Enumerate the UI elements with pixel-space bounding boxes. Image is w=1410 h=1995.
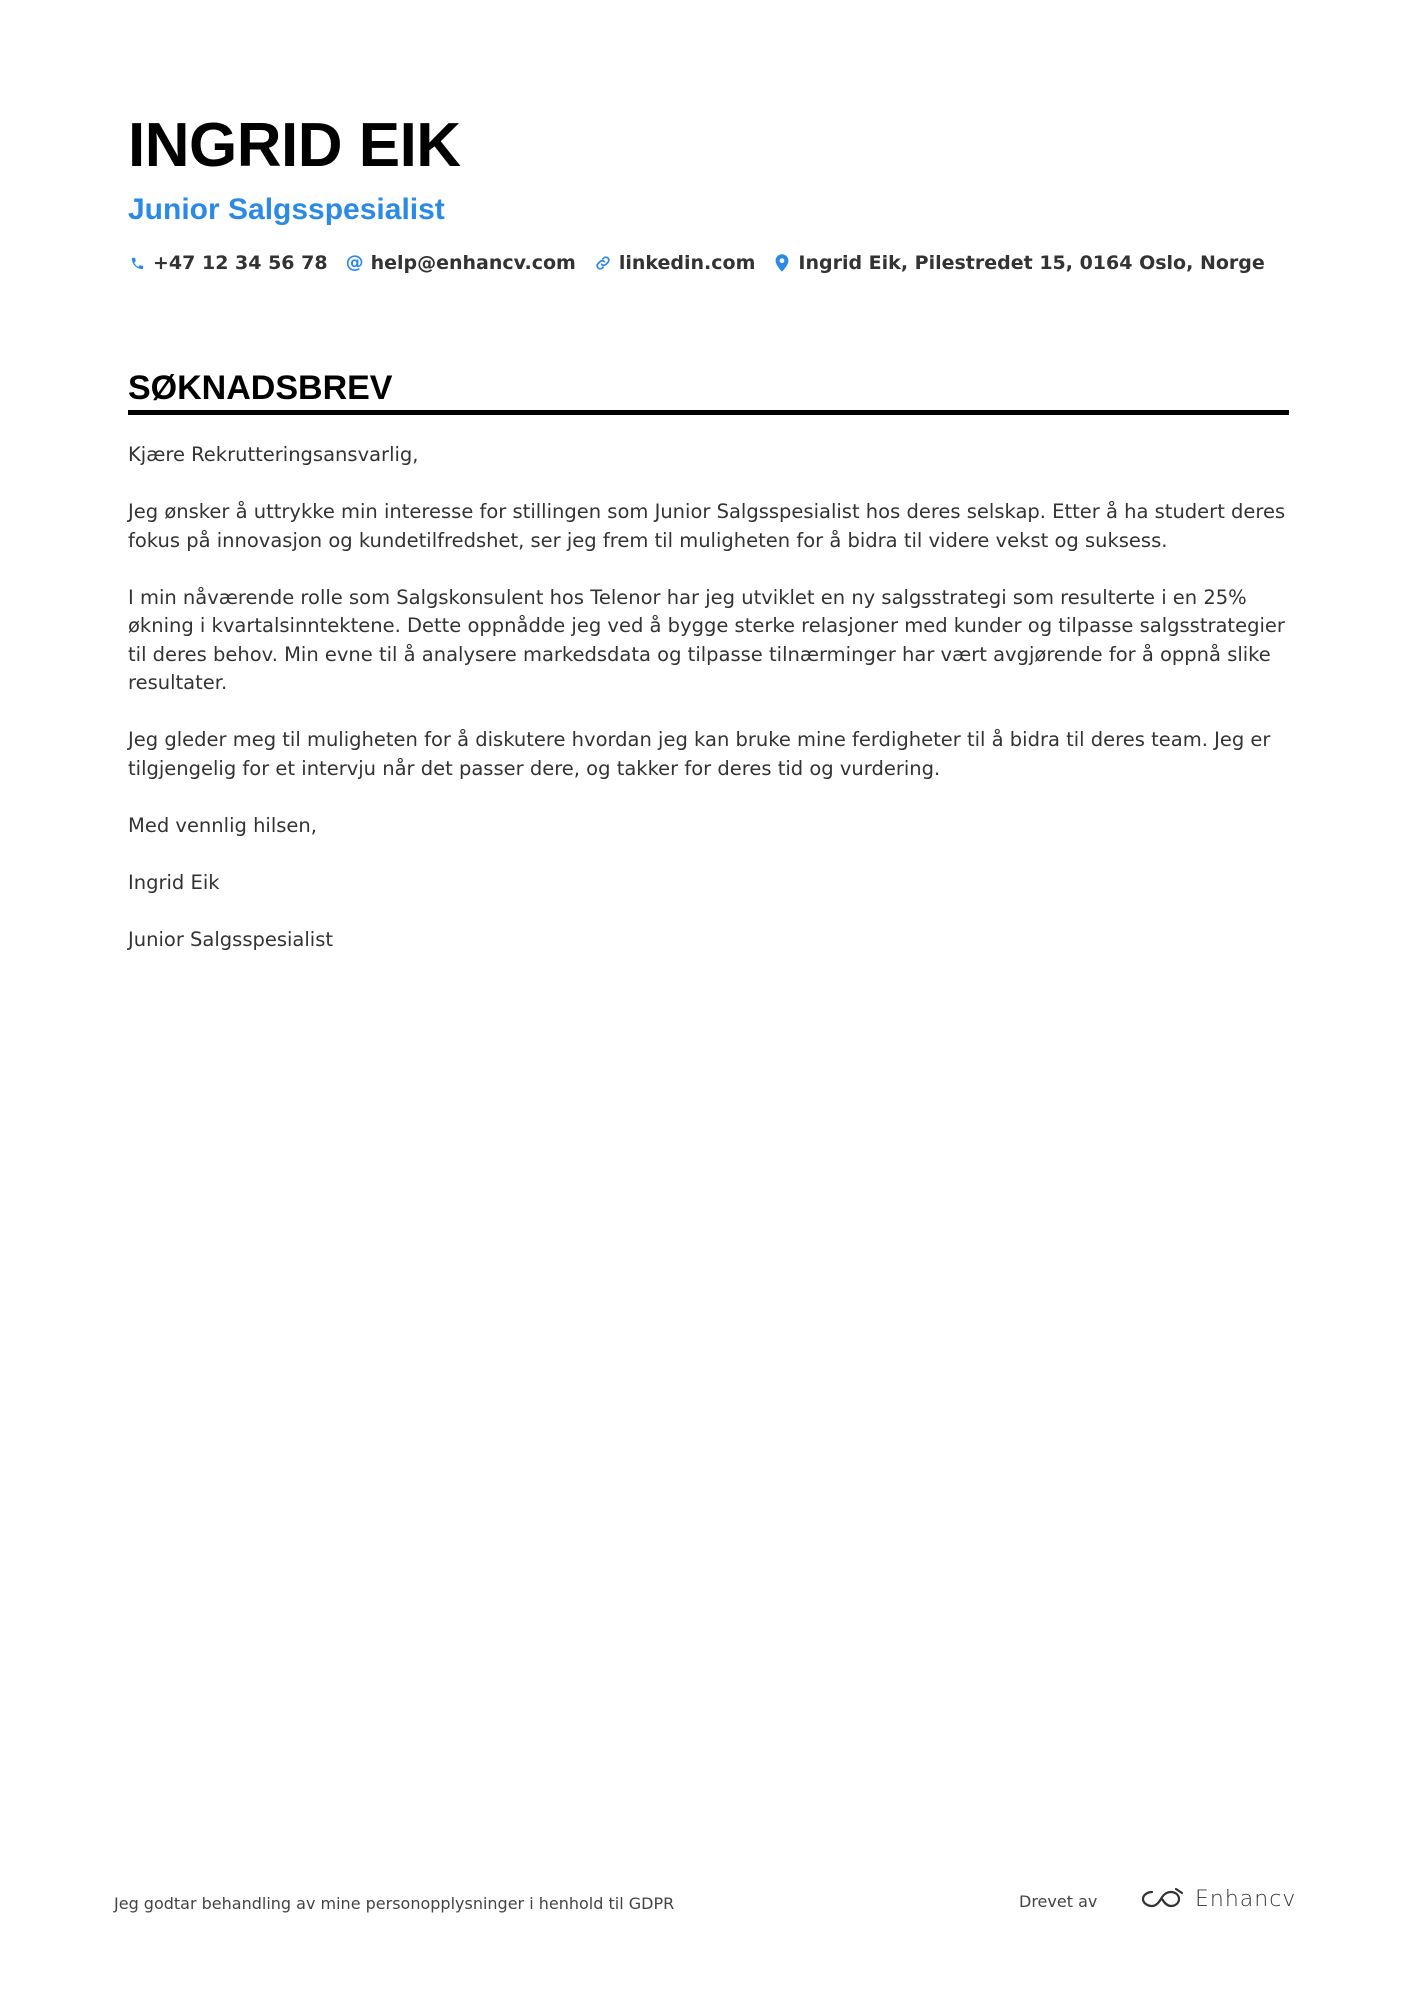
letter-body [128, 441, 1289, 983]
linkedin-text[interactable]: linkedin.com [618, 252, 756, 274]
contact-linkedin [594, 252, 756, 274]
letter-closing: Med vennlig hilsen, [128, 813, 317, 837]
letter-paragraph-1: Jeg ønsker å uttrykke min interesse for stillingen som Junior Salgsspesialist hos deres selskap. Etter å ha studert deres fokus på innovasjon og kundetilfredshet, ser jeg frem til muligheten for å bidra til videre vekst og suksess. [128, 500, 1286, 552]
email-text[interactable]: help@enhancv.com [370, 252, 576, 274]
powered-by-label: Drevet av [1019, 1892, 1098, 1911]
contact-info [128, 252, 1283, 274]
contact-email [346, 252, 576, 274]
letter-greeting: Kjære Rekrutteringsansvarlig, [128, 443, 419, 466]
letter-paragraph-3: Jeg gleder meg til muligheten for å diskutere hvordan jeg kan bruke mine ferdigheter til å bidra til deres team. Jeg er tilgjengelig for et intervju når det passer dere, og takker for deres tid og vurdering. [128, 728, 1271, 780]
address-text: Ingrid Eik, Pilestredet 15, 0164 Oslo, Norge [798, 252, 1265, 274]
link-icon [594, 254, 612, 272]
enhancv-logo-icon [1138, 1886, 1186, 1912]
section-title: SØKNADSBREV [128, 369, 393, 407]
candidate-name: INGRID EIK [128, 111, 461, 180]
section-divider [128, 410, 1289, 415]
brand-name: Enhancv [1195, 1886, 1297, 1912]
phone-text[interactable]: +47 12 34 56 78 [153, 252, 328, 274]
phone-icon [128, 254, 146, 272]
letter-paragraph-2: I min nåværende rolle som Salgskonsulent hos Telenor har jeg utviklet en ny salgsstrategi som resulterte i en 25% økning i kvartalsinntektene. Dette oppnådde jeg ved å bygge sterke relasjoner med kunder og tilpasse salgsstrategier til deres behov. Min evne til å analysere markedsdata og tilpasse tilnærminger har vært avgjørende for å oppnå slike resultater. [128, 585, 1285, 694]
signature-name: Ingrid Eik [128, 870, 220, 894]
signature-title: Junior Salgsspesialist [128, 927, 334, 951]
gdpr-consent-note: Jeg godtar behandling av mine personopplysninger i henhold til GDPR [114, 1894, 675, 1913]
candidate-job-title: Junior Salgsspesialist [128, 193, 445, 226]
enhancv-brand-link[interactable] [1138, 1886, 1296, 1912]
location-pin-icon [773, 254, 791, 272]
contact-address [773, 252, 1264, 274]
contact-phone [128, 252, 328, 274]
at-sign-icon: @ [345, 252, 364, 273]
